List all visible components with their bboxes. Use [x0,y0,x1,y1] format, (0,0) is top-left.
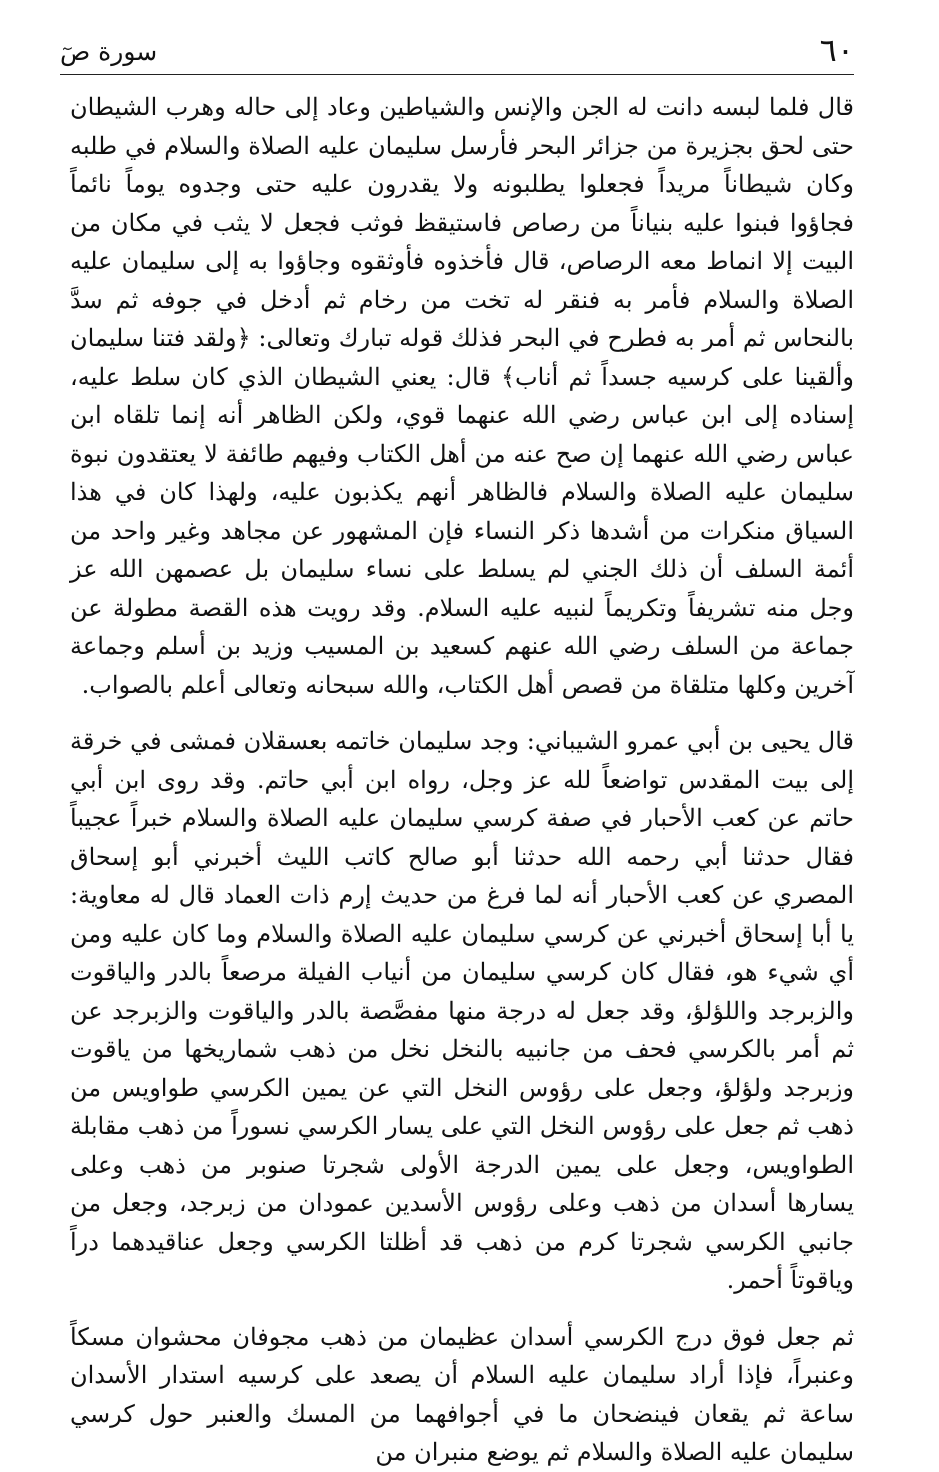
page-header [60,28,854,75]
page-number: ٦٠ [819,31,854,69]
page-body [70,88,854,1472]
paragraph-1: قال فلما لبسه دانت له الجن والإنس والشياطين وعاد إلى حاله وهرب الشيطان حتى لحق بجزيرة من جزائر البحر فأرسل سليمان عليه الصلاة والسلام في طلبه وكان شيطاناً مريداً فجعلوا يطلبونه ولا يقدرون عليه حتى وجدوه يوماً نائماً فجاؤوا فبنوا عليه بنياناً من رصاص فاستيقظ فوثب فجعل لا يثب في مكان من البيت إلا انماط معه الرصاص، قال فأخذوه فأوثقوه وجاؤوا به إلى سليمان عليه الصلاة والسلام فأمر به فنقر له تخت من رخام ثم أدخل في جوفه ثم سدَّ بالنحاس ثم أمر به فطرح في البحر فذلك قوله تبارك وتعالى: ﴿ولقد فتنا سليمان وألقينا على كرسيه جسداً ثم أناب﴾ قال: يعني الشيطان الذي كان سلط عليه، إسناده إلى ابن عباس رضي الله عنهما قوي، ولكن الظاهر أنه إنما تلقاه ابن عباس رضي الله عنهما إن صح عنه من أهل الكتاب وفيهم طائفة لا يعتقدون نبوة سليمان عليه الصلاة والسلام فالظاهر أنهم يكذبون عليه، ولهذا كان في هذا السياق منكرات من أشدها ذكر النساء فإن المشهور عن مجاهد وغير واحد من أئمة السلف أن ذلك الجني لم يسلط على نساء سليمان بل عصمهن الله عز وجل منه تشريفاً وتكريماً لنبيه عليه السلام. وقد رويت هذه القصة مطولة عن جماعة من السلف رضي الله عنهم كسعيد بن المسيب وزيد بن أسلم وجماعة آخرين وكلها متلقاة من قصص أهل الكتاب، والله سبحانه وتعالى أعلم بالصواب. [70,93,855,699]
paragraph-2: قال يحيى بن أبي عمرو الشيباني: وجد سليمان خاتمه بعسقلان فمشى في خرقة إلى بيت المقدس تواضعاً لله عز وجل، رواه ابن أبي حاتم. وقد روى ابن أبي حاتم عن كعب الأحبار في صفة كرسي سليمان عليه الصلاة والسلام خبراً عجيباً فقال حدثنا أبي رحمه الله حدثنا أبو صالح كاتب الليث أخبرني أبو إسحاق المصري عن كعب الأحبار أنه لما فرغ من حديث إرم ذات العماد قال له معاوية: يا أبا إسحاق أخبرني عن كرسي سليمان عليه الصلاة والسلام وما كان عليه ومن أي شيء هو، فقال كان كرسي سليمان من أنياب الفيلة مرصعاً بالدر والياقوت والزبرجد واللؤلؤ، وقد جعل له درجة منها مفصَّصة بالدر والياقوت والزبرجد عن ثم أمر بالكرسي فحف من جانبيه بالنخل نخل من ذهب شماريخها من ياقوت وزبرجد ولؤلؤ، وجعل على رؤوس النخل التي عن يمين الكرسي طواويس من ذهب ثم جعل على رؤوس النخل التي على يسار الكرسي نسوراً من ذهب مقابلة الطواويس، وجعل على يمين الدرجة الأولى شجرتا صنوبر من ذهب وعلى يسارها أسدان من ذهب وعلى رؤوس الأسدين عمودان من زبرجد، وجعل من جانبي الكرسي شجرتا كرم من ذهب قد أظلتا الكرسي وجعل عناقيدهما دراً وياقوتاً أحمر. [70,727,855,1294]
surah-name: سورة صٓ [60,37,158,66]
paragraph-3: ثم جعل فوق درج الكرسي أسدان عظيمان من ذهب مجوفان محشوان مسكاً وعنبراً، فإذا أراد سليمان عليه السلام أن يصعد على كرسيه استدار الأسدان ساعة ثم يقعان فينضحان ما في أجوافهما من المسك والعنبر حول كرسي سليمان عليه الصلاة والسلام ثم يوضع منبران من [70,1322,854,1466]
